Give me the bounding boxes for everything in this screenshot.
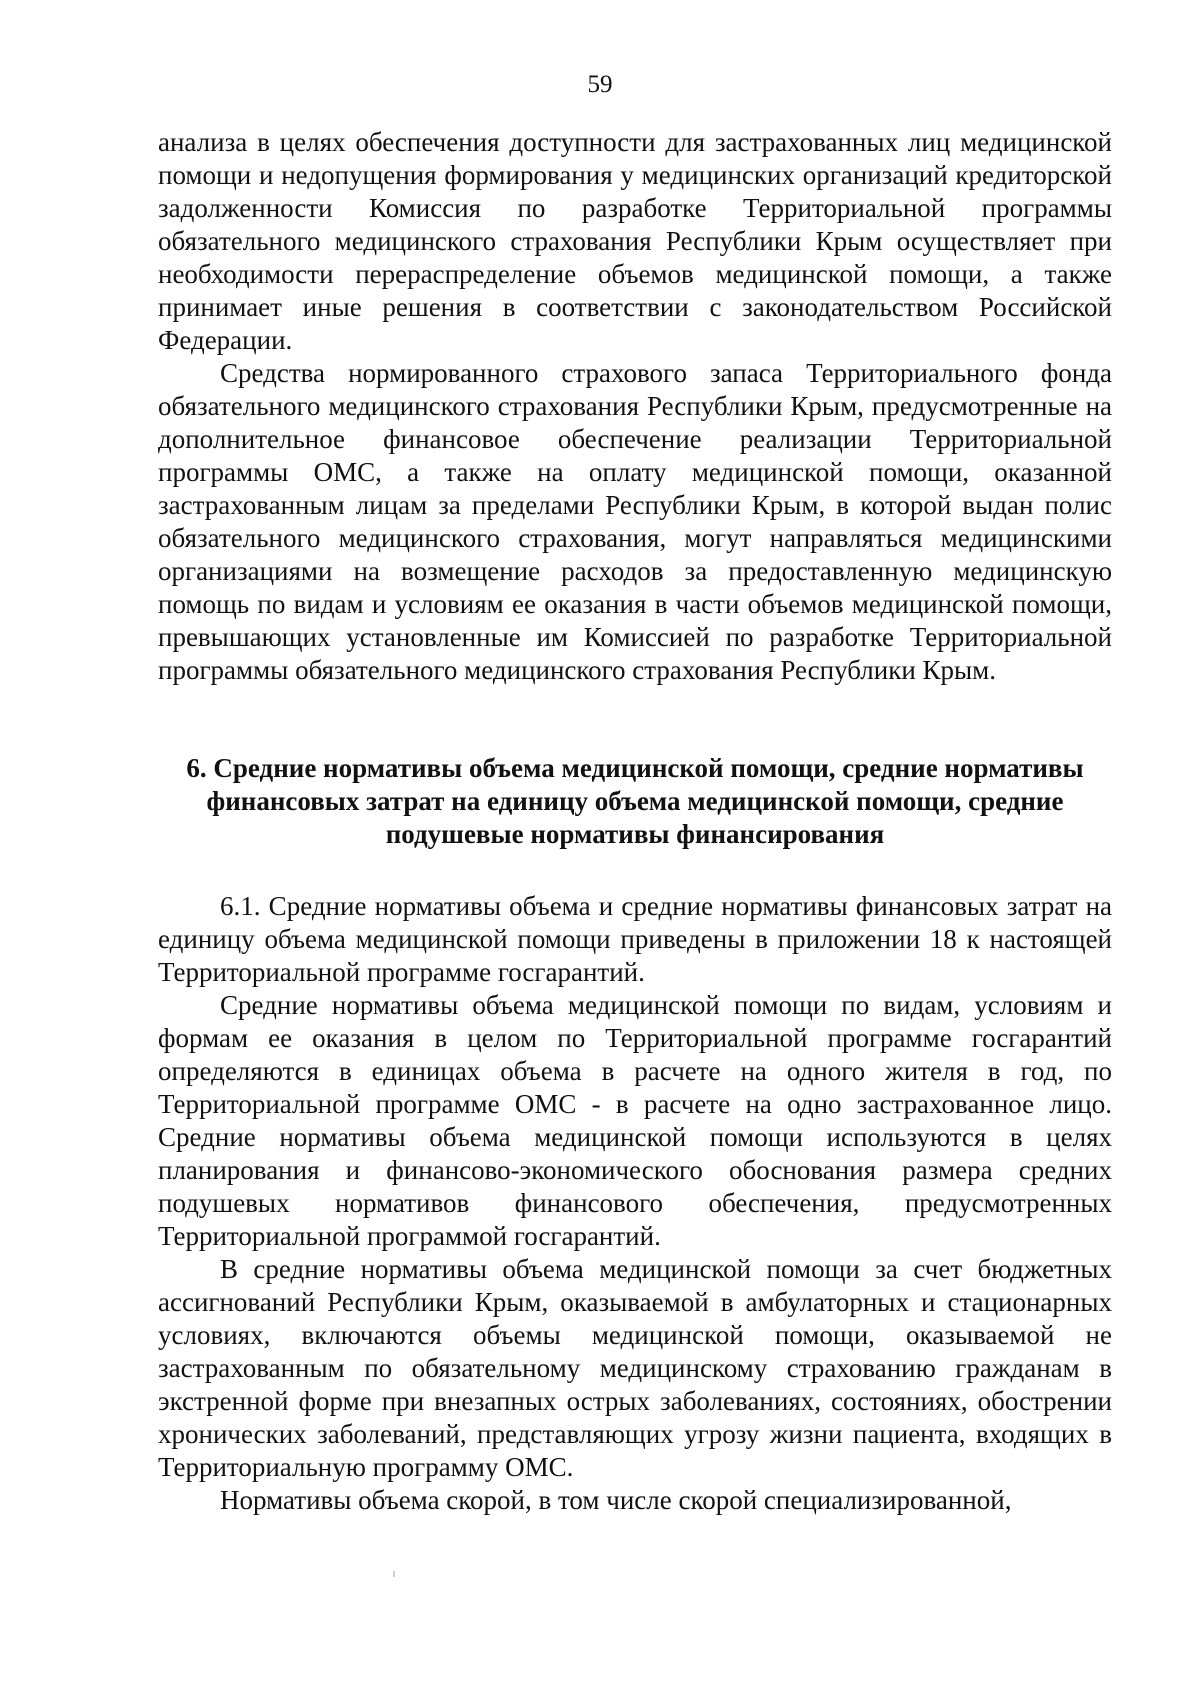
body-text-top — [158, 126, 1112, 687]
paragraph-ambulance-norms: Нормативы объема скорой, в том числе скорой специализированной, — [220, 1485, 1012, 1515]
page-number: 59 — [587, 71, 613, 98]
body-text-bottom — [158, 890, 1112, 1517]
paragraph-volume-norms: Средние нормативы объема медицинской помощи по видам, условиям и формам ее оказания в целом по Территориальной программе госгарантий определяются в единицах объема в расчете на одного жителя в год, по Территориальной программе ОМС - в расчете на одно застрахованное лицо. Средние нормативы объема медицинской помощи используются в целях планирования и финансово-экономического обоснования размера средних подушевых нормативов финансового обеспечения, предусмотренных Территориальной программой госгарантий. — [158, 990, 1112, 1251]
paragraph-reserve-funds: Средства нормированного страхового запаса Территориального фонда обязательного медицинского страхования Республики Крым, предусмотренные на дополнительное финансовое обеспечение реализации Территориальной программы ОМС, а также на оплату медицинской помощи, оказанной застрахованным лицам за пределами Республики Крым, в которой выдан полис обязательного медицинского страхования, могут направляться медицинскими организациями на возмещение расходов за предоставленную медицинскую помощь по видам и условиям ее оказания в части объемов медицинской помощи, превышающих установленные им Комиссией по разработке Территориальной программы обязательного медицинского страхования Республики Крым. — [158, 358, 1112, 685]
paragraph-analysis: анализа в целях обеспечения доступности для застрахованных лиц медицинской помощи и недопущения формирования у медицинских организаций кредиторской задолженности Комиссия по разработке Территориальной программы обязательного медицинского страхования Республики Крым осуществляет при необходимости перераспределение объемов медицинской помощи, а также принимает иные решения в соответствии с законодательством Российской Федерации. — [158, 127, 1112, 355]
section-heading: 6. Средние нормативы объема медицинской помощи, средние нормативы финансовых затрат на единицу объема медицинской помощи, средние подушевые нормативы финансирования — [186, 753, 1084, 849]
paragraph-budget-allocations: В средние нормативы объема медицинской помощи за счет бюджетных ассигнований Республики Крым, оказываемой в амбулаторных и стационарных условиях, включаются объемы медицинской помощи, оказываемой не застрахованным по обязательному медицинскому страхованию гражданам в экстренной форме при внезапных острых заболеваниях, состояниях, обострении хронических заболеваний, представляющих угрозу жизни пациента, входящих в Территориальную программу ОМС. — [158, 1254, 1112, 1482]
paragraph-6-1: 6.1. Средние нормативы объема и средние нормативы финансовых затрат на единицу объема медицинской помощи приведены в приложении 18 к настоящей Территориальной программе госгарантий. — [158, 891, 1112, 987]
scan-speck — [393, 1571, 395, 1577]
